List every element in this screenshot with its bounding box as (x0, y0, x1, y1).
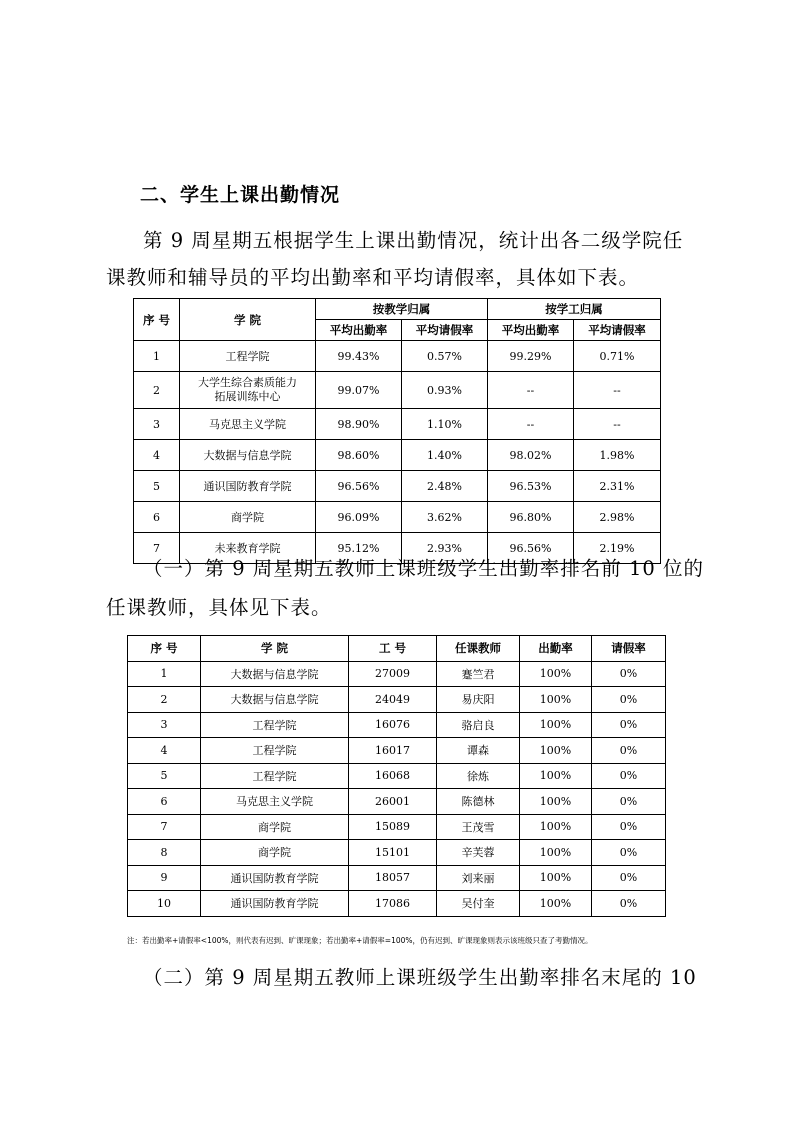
top-teachers-table (127, 635, 666, 917)
cell-teaching-leave: 2.48% (402, 471, 488, 502)
cell-college: 工程学院 (201, 738, 349, 764)
cell-no: 6 (134, 502, 180, 533)
table-row (128, 865, 666, 891)
cell-work-leave: 1.98% (574, 440, 661, 471)
cell-work-leave: 0.71% (574, 341, 661, 372)
cell-leave: 0% (592, 738, 666, 764)
cell-teaching-attendance: 96.56% (316, 471, 402, 502)
cell-college: 商学院 (180, 502, 316, 533)
header-teacher: 任课教师 (437, 636, 520, 662)
header-work-attendance: 平均出勤率 (488, 320, 574, 341)
cell-work-leave: -- (574, 409, 661, 440)
table-row (128, 738, 666, 764)
cell-work-leave: 2.98% (574, 502, 661, 533)
cell-college: 大数据与信息学院 (201, 661, 349, 687)
cell-attendance: 100% (520, 712, 592, 738)
cell-college: 商学院 (201, 840, 349, 866)
cell-college: 工程学院 (201, 712, 349, 738)
cell-college: 通识国防教育学院 (201, 865, 349, 891)
cell-staff-id: 16076 (349, 712, 437, 738)
header-attendance: 出勤率 (520, 636, 592, 662)
cell-leave: 0% (592, 712, 666, 738)
cell-work-attendance: 96.53% (488, 471, 574, 502)
header-leave: 请假率 (592, 636, 666, 662)
cell-teaching-leave: 2.93% (402, 533, 488, 564)
cell-no: 7 (128, 814, 201, 840)
cell-no: 5 (128, 763, 201, 789)
cell-no: 3 (128, 712, 201, 738)
cell-work-attendance: 99.29% (488, 341, 574, 372)
cell-teaching-leave: 1.40% (402, 440, 488, 471)
table-header-row (128, 636, 666, 662)
cell-staff-id: 24049 (349, 687, 437, 713)
cell-work-leave: 2.19% (574, 533, 661, 564)
cell-staff-id: 16068 (349, 763, 437, 789)
cell-staff-id: 17086 (349, 891, 437, 917)
table-row (134, 372, 661, 409)
table-footnote: 注：若出勤率+请假率<100%，则代表有迟到、旷课现象；若出勤率+请假率=100%，仍有迟到、旷课现象则表示该班级只查了考勤情况。 (127, 936, 593, 945)
table-row (128, 712, 666, 738)
cell-leave: 0% (592, 763, 666, 789)
cell-attendance: 100% (520, 891, 592, 917)
cell-college: 马克思主义学院 (201, 789, 349, 815)
cell-staff-id: 27009 (349, 661, 437, 687)
header-by-teaching: 按教学归属 (316, 299, 488, 320)
table-row (134, 409, 661, 440)
cell-teaching-attendance: 99.43% (316, 341, 402, 372)
cell-teaching-attendance: 96.09% (316, 502, 402, 533)
cell-teaching-attendance: 95.12% (316, 533, 402, 564)
cell-teaching-attendance: 98.60% (316, 440, 402, 471)
table-row (128, 661, 666, 687)
cell-teacher: 蹇竺君 (437, 661, 520, 687)
cell-attendance: 100% (520, 865, 592, 891)
cell-work-attendance: -- (488, 372, 574, 409)
cell-attendance: 100% (520, 840, 592, 866)
cell-no: 5 (134, 471, 180, 502)
table-row (134, 471, 661, 502)
cell-attendance: 100% (520, 687, 592, 713)
table-row (128, 763, 666, 789)
cell-staff-id: 16017 (349, 738, 437, 764)
table-row (128, 789, 666, 815)
cell-college: 通识国防教育学院 (201, 891, 349, 917)
cell-no: 1 (128, 661, 201, 687)
intro-paragraph-line1: 第 9 周星期五根据学生上课出勤情况，统计出各二级学院任 (143, 229, 684, 252)
cell-work-attendance: -- (488, 409, 574, 440)
cell-no: 4 (134, 440, 180, 471)
cell-no: 1 (134, 341, 180, 372)
table-row (134, 440, 661, 471)
subsection1-line1: （一）第 9 周星期五教师上课班级学生出勤率排名前 10 位的 (143, 557, 705, 580)
table-row (128, 687, 666, 713)
cell-teacher: 徐炼 (437, 763, 520, 789)
cell-leave: 0% (592, 865, 666, 891)
cell-college: 商学院 (201, 814, 349, 840)
subsection2-line1: （二）第 9 周星期五教师上课班级学生出勤率排名末尾的 10 (143, 966, 697, 989)
header-by-work: 按学工归属 (488, 299, 661, 320)
section-heading: 二、学生上课出勤情况 (140, 184, 341, 206)
header-seq: 序 号 (134, 299, 180, 341)
header-work-leave: 平均请假率 (574, 320, 661, 341)
cell-attendance: 100% (520, 738, 592, 764)
cell-work-attendance: 96.80% (488, 502, 574, 533)
cell-teacher: 刘来丽 (437, 865, 520, 891)
cell-college: 大数据与信息学院 (180, 440, 316, 471)
cell-no: 10 (128, 891, 201, 917)
header-teaching-leave: 平均请假率 (402, 320, 488, 341)
cell-college: 工程学院 (180, 341, 316, 372)
header-staff-id: 工 号 (349, 636, 437, 662)
cell-work-leave: 2.31% (574, 471, 661, 502)
table-row (128, 840, 666, 866)
cell-no: 7 (134, 533, 180, 564)
cell-teacher: 吴付奎 (437, 891, 520, 917)
cell-no: 8 (128, 840, 201, 866)
cell-staff-id: 15101 (349, 840, 437, 866)
cell-no: 6 (128, 789, 201, 815)
cell-college: 通识国防教育学院 (180, 471, 316, 502)
cell-leave: 0% (592, 840, 666, 866)
table-row (134, 502, 661, 533)
cell-college: 未来教育学院 (180, 533, 316, 564)
intro-paragraph-line2: 课教师和辅导员的平均出勤率和平均请假率，具体如下表。 (106, 266, 640, 289)
table-row (128, 891, 666, 917)
college-attendance-table (133, 298, 661, 564)
cell-college-line2: 拓展训练中心 (214, 390, 281, 403)
table-row (134, 341, 661, 372)
cell-staff-id: 18057 (349, 865, 437, 891)
cell-teacher: 陈德林 (437, 789, 520, 815)
cell-work-leave: -- (574, 372, 661, 409)
cell-staff-id: 15089 (349, 814, 437, 840)
cell-college: 马克思主义学院 (180, 409, 316, 440)
cell-leave: 0% (592, 789, 666, 815)
cell-teaching-leave: 0.93% (402, 372, 488, 409)
header-college: 学 院 (180, 299, 316, 341)
cell-attendance: 100% (520, 789, 592, 815)
cell-leave: 0% (592, 661, 666, 687)
cell-teaching-leave: 0.57% (402, 341, 488, 372)
cell-leave: 0% (592, 891, 666, 917)
subsection1-line2: 任课教师，具体见下表。 (106, 596, 332, 619)
cell-no: 2 (128, 687, 201, 713)
cell-college (180, 372, 316, 409)
cell-attendance: 100% (520, 814, 592, 840)
header-seq: 序 号 (128, 636, 201, 662)
cell-no: 2 (134, 372, 180, 409)
cell-college: 大数据与信息学院 (201, 687, 349, 713)
cell-leave: 0% (592, 814, 666, 840)
cell-no: 4 (128, 738, 201, 764)
cell-teacher: 谭森 (437, 738, 520, 764)
cell-work-attendance: 96.56% (488, 533, 574, 564)
cell-teacher: 骆启良 (437, 712, 520, 738)
cell-attendance: 100% (520, 661, 592, 687)
cell-teaching-leave: 1.10% (402, 409, 488, 440)
cell-teaching-attendance: 98.90% (316, 409, 402, 440)
cell-attendance: 100% (520, 763, 592, 789)
cell-college: 工程学院 (201, 763, 349, 789)
header-college: 学 院 (201, 636, 349, 662)
cell-leave: 0% (592, 687, 666, 713)
cell-no: 3 (134, 409, 180, 440)
cell-college-line1: 大学生综合素质能力 (198, 376, 297, 389)
cell-no: 9 (128, 865, 201, 891)
cell-teacher: 王茂雪 (437, 814, 520, 840)
header-teaching-attendance: 平均出勤率 (316, 320, 402, 341)
cell-staff-id: 26001 (349, 789, 437, 815)
cell-teaching-leave: 3.62% (402, 502, 488, 533)
cell-work-attendance: 98.02% (488, 440, 574, 471)
cell-teacher: 易庆阳 (437, 687, 520, 713)
table-row (128, 814, 666, 840)
cell-teacher: 辛芙蓉 (437, 840, 520, 866)
cell-teaching-attendance: 99.07% (316, 372, 402, 409)
